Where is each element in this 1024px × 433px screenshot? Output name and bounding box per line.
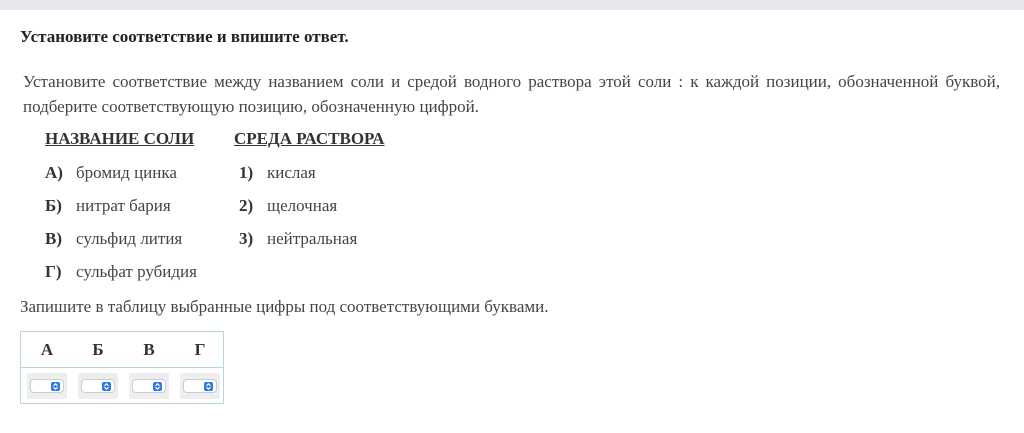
select-box[interactable] — [132, 379, 166, 393]
right-item-text: кислая — [267, 163, 316, 182]
left-item-text: нитрат бария — [76, 196, 171, 215]
answer-select-a[interactable] — [27, 373, 67, 399]
select-box[interactable] — [30, 379, 64, 393]
right-item-key: 1) — [239, 163, 254, 182]
select-box[interactable] — [183, 379, 217, 393]
answer-instruction: Запишите в таблицу выбранные цифры под соответствующими буквами. — [20, 297, 549, 316]
right-item-key: 2) — [239, 196, 254, 215]
right-item-text: щелочная — [267, 196, 338, 215]
select-box[interactable] — [81, 379, 115, 393]
left-item-key: Г) — [45, 262, 62, 281]
select-arrows-icon — [153, 382, 162, 391]
question-title: Установите соответствие и впишите ответ. — [20, 27, 349, 46]
select-arrows-icon — [204, 382, 213, 391]
left-item-text: сульфид лития — [76, 229, 183, 248]
task-text: Установите соответствие между названием соли и средой водного раствора этой соли : к каждой позиции, обозначенной буквой, подберите соответствующую позицию, обозначенную цифрой. — [23, 72, 1000, 116]
right-item-text: нейтральная — [267, 229, 358, 248]
answer-select-v[interactable] — [129, 373, 169, 399]
right-item-key: 3) — [239, 229, 254, 248]
select-arrows-icon — [51, 382, 60, 391]
top-bar — [0, 0, 1024, 10]
left-item-key: А) — [45, 163, 63, 182]
left-item-text: бромид цинка — [76, 163, 177, 182]
right-column-header: СРЕДА РАСТВОРА — [234, 129, 385, 148]
answer-table — [20, 331, 224, 404]
left-item-key: Б) — [45, 196, 62, 215]
answer-header-b: Б — [92, 340, 104, 359]
answer-header-g: Г — [194, 340, 206, 359]
left-column-header: НАЗВАНИЕ СОЛИ — [45, 129, 195, 148]
left-item-text: сульфат рубидия — [76, 262, 197, 281]
answer-header-a: А — [40, 340, 54, 359]
left-item-key: В) — [45, 229, 62, 248]
answer-table-header-row — [21, 332, 223, 368]
answer-header-v: В — [143, 340, 155, 359]
answer-select-g[interactable] — [180, 373, 220, 399]
answer-select-b[interactable] — [78, 373, 118, 399]
select-arrows-icon — [102, 382, 111, 391]
